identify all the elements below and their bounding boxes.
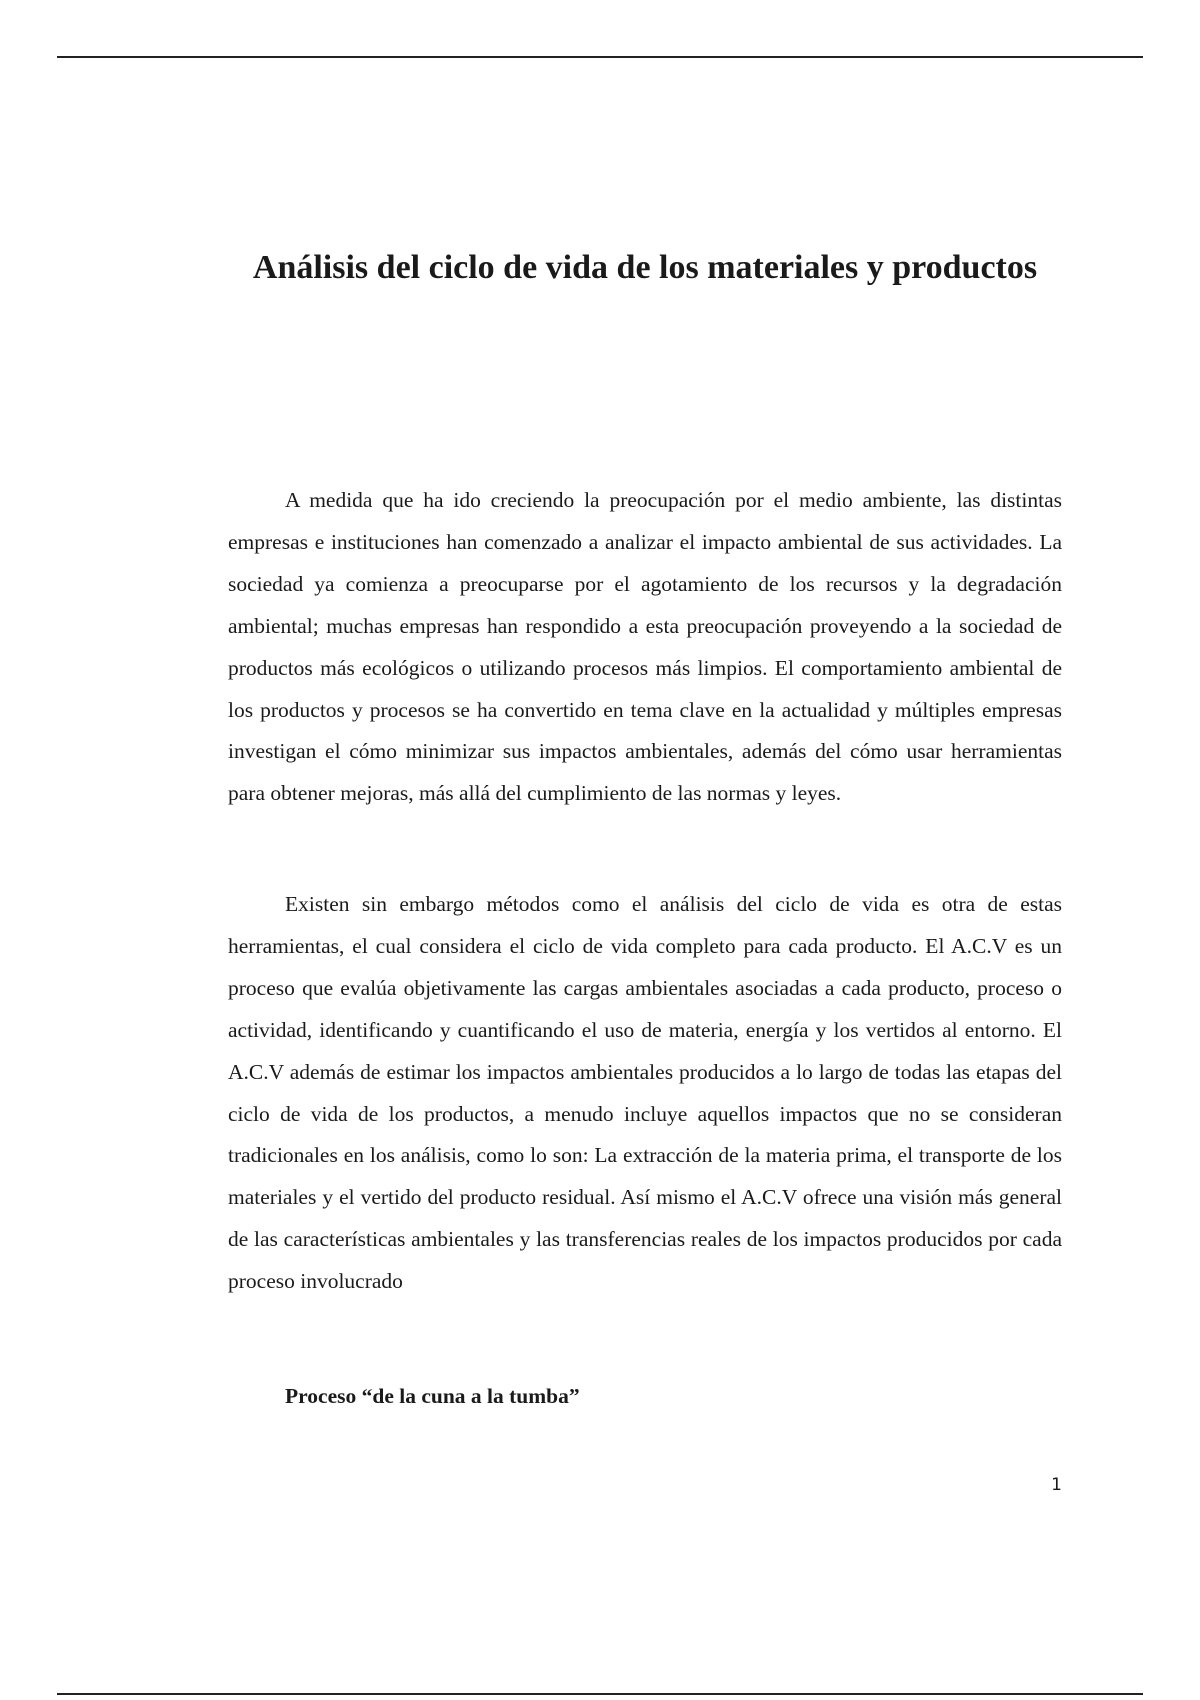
page-number: 1 <box>1051 1475 1062 1495</box>
section-heading: Proceso “de la cuna a la tumba” <box>285 1384 580 1408</box>
paragraph-2: Existen sin embargo métodos como el análisis del ciclo de vida es otra de estas herramientas, el cual considera el ciclo de vida completo para cada producto. El A.C.V es un proceso que evalúa objetivamente las cargas ambientales asociadas a cada producto, proceso o actividad, identificando y cuantificando el uso de materia, energía y los vertidos al entorno. El A.C.V además de estimar los impactos ambientales producidos a lo largo de todas las etapas del ciclo de vida de los productos, a menudo incluye aquellos impactos que no se consideran tradicionales en los análisis, como lo son: La extracción de la materia prima, el transporte de los materiales y el vertido del producto residual. Así mismo el A.C.V ofrece una visión más general de las características ambientales y las transferencias reales de los impactos producidos por cada proceso involucrado <box>228 892 1062 1294</box>
paragraph-1: A medida que ha ido creciendo la preocupación por el medio ambiente, las distintas empresas e instituciones han comenzado a analizar el impacto ambiental de sus actividades. La sociedad ya comienza a preocuparse por el agotamiento de los recursos y la degradación ambiental; muchas empresas han respondido a esta preocupación proveyendo a la sociedad de productos más ecológicos o utilizando procesos más limpios. El comportamiento ambiental de los productos y procesos se ha convertido en tema clave en la actualidad y múltiples empresas investigan el cómo minimizar sus impactos ambientales, además del cómo usar herramientas para obtener mejoras, más allá del cumplimiento de las normas y leyes. <box>228 488 1062 806</box>
footer-rule <box>57 1693 1143 1695</box>
header-rule <box>57 56 1143 58</box>
document-title: Análisis del ciclo de vida de los materiales y productos <box>252 249 1038 286</box>
